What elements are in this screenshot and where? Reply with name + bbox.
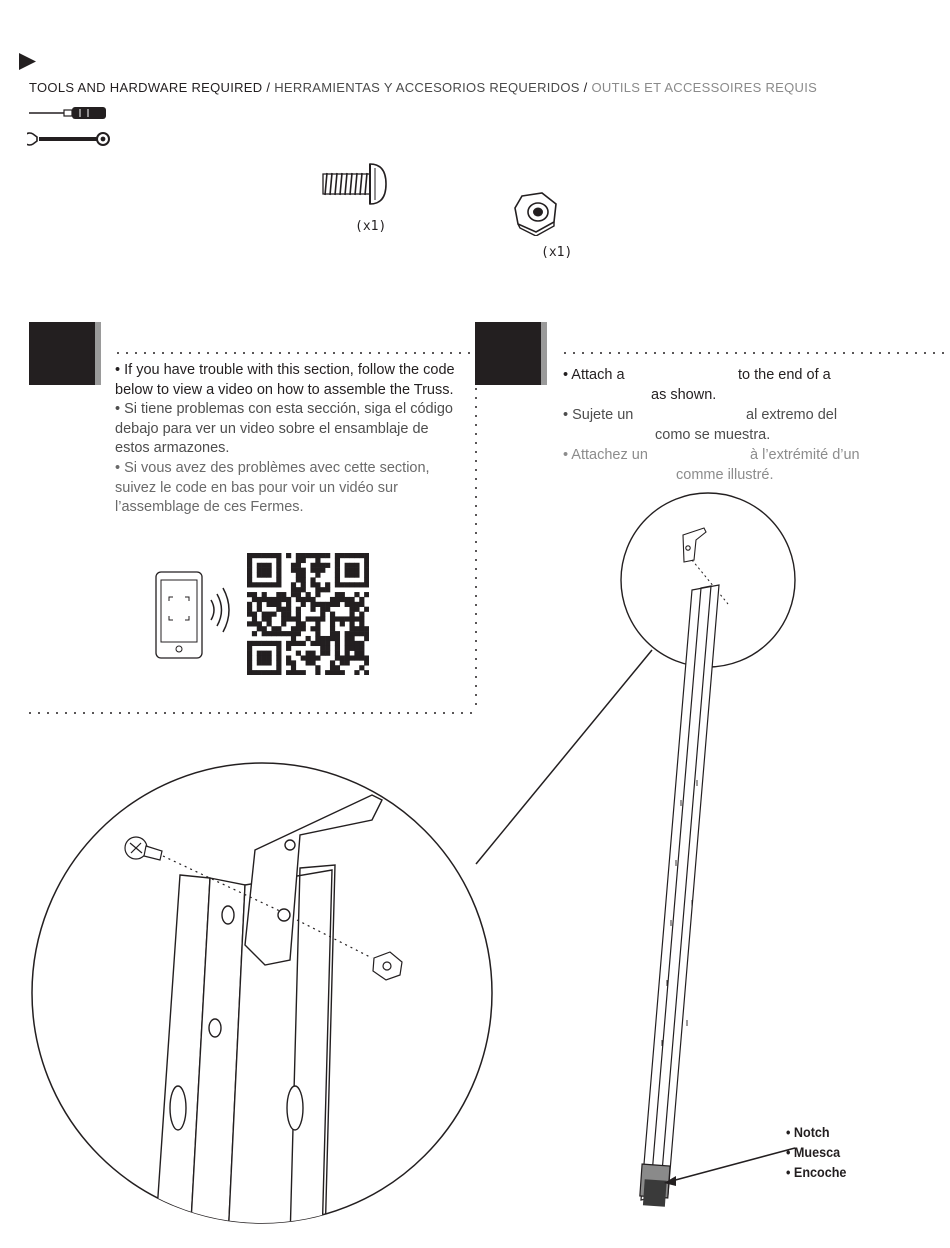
callout-en: • Notch — [786, 1124, 830, 1140]
instruction-fr-c: comme illustré. — [676, 467, 774, 483]
callout-es: • Muesca — [786, 1144, 841, 1160]
header-separator: / — [579, 80, 592, 95]
help-text-es: • Si tiene problemas con esta sección, siga el código debajo para ver un video sobre el ensamblaje de estos armazones. — [115, 401, 453, 457]
help-text-en: • If you have trouble with this section, follow the code below to view a video on how to assemble the Truss. — [115, 362, 455, 398]
callout-fr: • Encoche — [786, 1164, 847, 1180]
truss-rail — [641, 585, 719, 1200]
tools-header-en: TOOLS AND HARDWARE REQUIRED — [29, 80, 263, 95]
instruction-en-c: as shown. — [651, 387, 717, 403]
tools-header-fr: OUTILS ET ACCESSOIRES REQUIS — [591, 80, 818, 95]
instruction-es-b: al extremo del — [746, 407, 838, 423]
nut-quantity: (x1) — [541, 245, 573, 260]
instruction-es-a: • Sujete un — [563, 407, 634, 423]
instruction-es-c: como se muestra. — [655, 427, 771, 443]
instruction-fr-a: • Attachez un — [563, 447, 648, 463]
screw-quantity: (x1) — [355, 219, 387, 234]
magnify-leader-line — [476, 650, 652, 864]
notch-callout — [786, 1122, 846, 1182]
header-separator: / — [262, 80, 275, 95]
instruction-fr-b: à l’extrémité d’un — [750, 447, 860, 463]
notch-leader-line — [668, 1148, 795, 1182]
tools-header-es: HERRAMIENTAS Y ACCESORIOS REQUERIDOS — [274, 80, 580, 95]
help-text-fr: • Si vous avez des problèmes avec cette section, suivez le code en bas pour voir un vidéo sur l’assemblage de ces Fermes. — [115, 459, 430, 516]
instruction-en-a: • Attach a — [563, 367, 625, 383]
instruction-en-b: to the end of a — [738, 367, 831, 383]
rail-notch-end — [643, 1179, 667, 1206]
